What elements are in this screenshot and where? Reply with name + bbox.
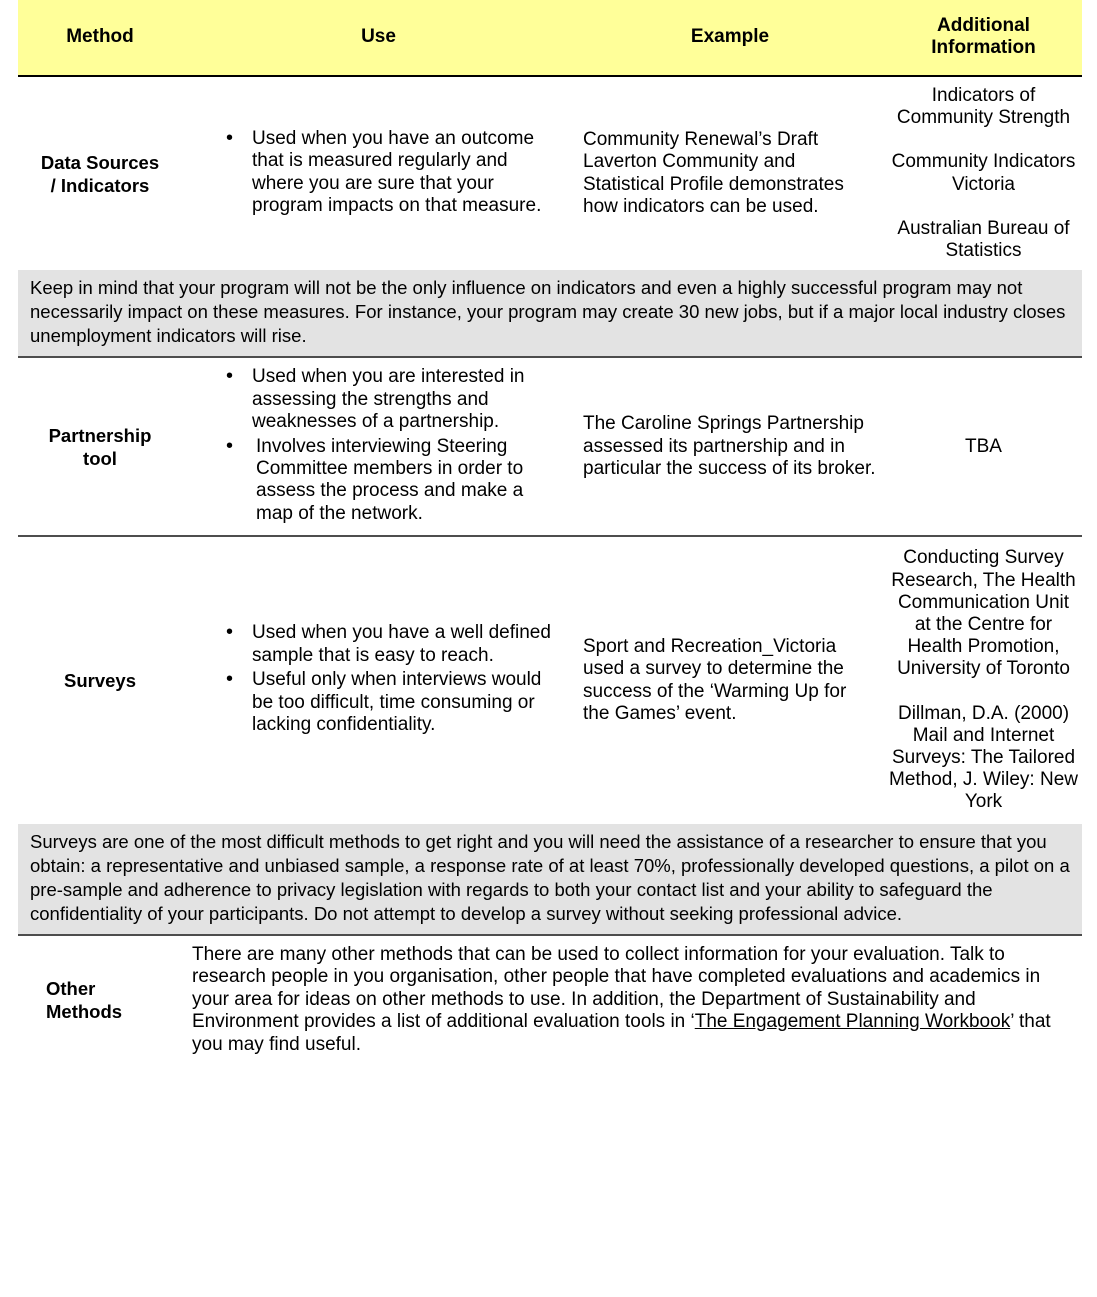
additional-info-item: Conducting Survey Research, The Health Communication Unit at the Centre for Health Promotion, University of Toronto [891, 547, 1076, 680]
use-bullet-list [192, 622, 561, 736]
additional-info-cell-partnership-tool [885, 357, 1082, 536]
method-line1: Surveys [64, 669, 136, 691]
additional-info-item: Australian Bureau of Statistics [897, 217, 1070, 262]
example-cell-data-sources: Community Renewal’s Draft Laverton Community and Statistical Profile demonstrates how indicators can be used. [583, 128, 844, 218]
use-bullet-item: • Useful only when interviews would be too difficult, time consuming or lacking confidentiality. [226, 669, 561, 736]
use-cell-data-sources [182, 76, 575, 270]
table-header [18, 0, 1082, 76]
use-bullet-item: • Involves interviewing Steering Committee members in order to assess the process and make a map of the network. [226, 436, 561, 526]
table-row-surveys [18, 536, 1082, 823]
other-methods-text-part1: There are many other methods that can be used to collect information for your evaluation. Talk to research people in you organisation, other people that have completed evaluations and academics in your area for ideas on other methods to use. In addition, the Department of Sustainability and Environment provides a list of additional evaluation tools in ‘ [192, 943, 1041, 1033]
method-line2: Methods [46, 1000, 123, 1022]
evaluation-methods-table [18, 0, 1082, 1064]
note-text-surveys: Surveys are one of the most difficult methods to get right and you will need the assistance of a researcher to ensure that you obtain: a representative and unbiased sample, a response rate of at least 70%, professionally developed questions, a pilot on a pre-sample and adherence to privacy legislation with regards to both your contact list and your ability to safeguard the confidentiality of your participants. Do not attempt to develop a survey without seeking professional advice. [18, 824, 1082, 935]
column-header-example: Example [575, 0, 885, 76]
method-name-partnership-tool [18, 357, 182, 536]
additional-info-item: Dillman, D.A. (2000) Mail and Internet Surveys: The Tailored Method, J. Wiley: New York [889, 702, 1078, 813]
column-header-additional-line1: Additional [937, 14, 1030, 36]
table-row-data-sources [18, 76, 1082, 270]
table-row-other-methods [18, 935, 1082, 1064]
use-bullet-item: • Used when you have an outcome that is measured regularly and where you are sure that your program impacts on that measure. [226, 128, 561, 218]
additional-info-item: Community Indicators Victoria [891, 151, 1076, 195]
header-row [18, 0, 1082, 76]
method-line2: / Indicators [50, 174, 150, 196]
table-body [18, 76, 1082, 1064]
method-name-surveys [18, 536, 182, 823]
use-cell-surveys [182, 536, 575, 823]
example-cell-surveys: Sport and Recreation_Victoria used a survey to determine the success of the ‘Warming Up for the Games’ event. [583, 635, 847, 724]
method-name-other-methods [18, 935, 182, 1064]
use-bullet-item: • Used when you are interested in assessing the strengths and weaknesses of a partnership. [226, 366, 561, 433]
note-row-surveys [18, 824, 1082, 935]
use-bullet-list [192, 366, 561, 525]
table-row-partnership-tool [18, 357, 1082, 536]
method-line1: Other [46, 977, 96, 999]
note-text-indicators: Keep in mind that your program will not be the only influence on indicators and even a highly successful program may not necessarily impact on these measures. For instance, your program may create 30 new jobs, but if a major local industry closes unemployment indicators will rise. [18, 270, 1082, 357]
example-cell-partnership-tool: The Caroline Springs Partnership assessed its partnership and in particular the success of its broker. [583, 413, 876, 480]
use-bullet-item: • Used when you have a well defined sample that is easy to reach. [226, 622, 561, 667]
note-row-indicators [18, 270, 1082, 357]
additional-info-item: Indicators of Community Strength [896, 85, 1071, 129]
additional-info-item: TBA [965, 435, 1002, 457]
additional-info-cell-data-sources [885, 76, 1082, 270]
column-header-additional-line2: Information [931, 36, 1036, 58]
use-cell-partnership-tool [182, 357, 575, 536]
other-methods-description [182, 935, 1082, 1064]
additional-info-cell-surveys [885, 536, 1082, 823]
column-header-additional-information [885, 0, 1082, 76]
method-line2: tool [83, 447, 117, 469]
method-line1: Partnership [48, 424, 152, 446]
column-header-method: Method [18, 0, 182, 76]
method-name-data-sources [18, 76, 182, 270]
column-header-use: Use [182, 0, 575, 76]
other-methods-text-part2: ’ that you may find useful. [192, 1011, 1051, 1055]
engagement-planning-workbook-link[interactable]: The Engagement Planning Workbook [694, 1011, 1011, 1033]
use-bullet-list [192, 128, 561, 218]
method-line1: Data Sources [40, 151, 160, 173]
